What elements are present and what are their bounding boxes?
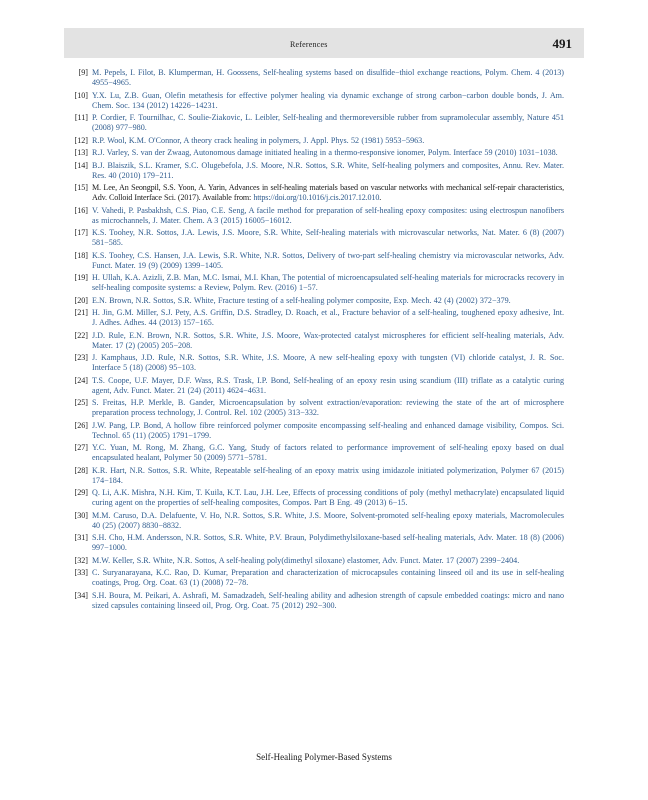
reference-number: [19] xyxy=(74,273,88,282)
reference-item xyxy=(64,376,564,396)
reference-item xyxy=(64,398,564,418)
reference-item xyxy=(64,68,564,88)
reference-number: [17] xyxy=(74,228,88,237)
reference-citation-link[interactable]: V. Vahedi, P. Pasbakhsh, C.S. Piao, C.E. Seng, A facile method for preparation of self-healing epoxy composites: using electrospun nanofibers as microchannels, J. Mater. Chem. A 3 (2015) 16005−16012. xyxy=(92,205,564,225)
reference-list xyxy=(64,68,564,613)
reference-item xyxy=(64,308,564,328)
reference-item xyxy=(64,273,564,293)
reference-number: [31] xyxy=(74,533,88,542)
reference-citation-link[interactable]: K.R. Hart, N.R. Sottos, S.R. White, Repeatable self-healing of an epoxy matrix using imidazole initiated polymerization, Polymer 67 (2015) 174−184. xyxy=(92,465,564,485)
reference-number: [11] xyxy=(74,113,88,122)
reference-item xyxy=(64,113,564,133)
reference-item xyxy=(64,206,564,226)
reference-citation-link[interactable]: J. Kamphaus, J.D. Rule, N.R. Sottos, S.R. White, J.S. Moore, A new self-healing epoxy with tungsten (VI) chloride catalyst, J. R. Soc. Interface 5 (18) (2008) 95−103. xyxy=(92,353,564,372)
reference-citation-link[interactable]: H. Ullah, K.A. Azizli, Z.B. Man, M.C. Ismai, M.I. Khan, The potential of microencapsulated self-healing materials for microcracks recovery in self-healing composite systems: a Review, Polym. Rev. (2016) 1−57. xyxy=(92,273,564,292)
reference-item xyxy=(64,148,564,158)
reference-item xyxy=(64,183,564,203)
reference-item xyxy=(64,466,564,486)
reference-number: [20] xyxy=(74,295,88,305)
reference-citation-link[interactable]: K.S. Toohey, N.R. Sottos, J.A. Lewis, J.S. Moore, S.R. White, Self-healing materials with microvascular networks, Nat. Mater. 6 (8) (2007) 581−585. xyxy=(92,228,564,247)
reference-item xyxy=(64,91,564,111)
reference-number: [29] xyxy=(74,488,88,497)
reference-number: [33] xyxy=(74,568,88,577)
reference-item xyxy=(64,443,564,463)
reference-citation-link[interactable]: H. Jin, G.M. Miller, S.J. Pety, A.S. Griffin, D.S. Stradley, D. Roach, et al., Fracture behavior of a self-healing, toughened epoxy adhesive, Int. J. Adhes. Adhes. 44 (2013) 157−165. xyxy=(92,308,564,327)
reference-citation-link[interactable]: J.W. Pang, I.P. Bond, A hollow fibre reinforced polymer composite encompassing self-healing and enhanced damage visibility, Compos. Sci. Technol. 65 (11) (2005) 1791−1799. xyxy=(92,420,564,440)
reference-number: [27] xyxy=(74,443,88,452)
reference-citation-link[interactable]: Q. Li, A.K. Mishra, N.H. Kim, T. Kuila, K.T. Lau, J.H. Lee, Effects of processing conditions of poly (methyl methacrylate) encapsulated liquid curing agent on the properties of self-healing composites, Compos. Part B Eng. 49 (2013) 6−15. xyxy=(92,488,564,507)
reference-citation-link[interactable]: T.S. Coope, U.F. Mayer, D.F. Wass, R.S. Trask, I.P. Bond, Self-healing of an epoxy resin using scandium (III) triflate as a catalytic curing agent, Adv. Funct. Mater. 21 (24) (2011) 4624−4631. xyxy=(92,375,564,395)
reference-number: [18] xyxy=(74,250,88,260)
reference-number: [26] xyxy=(74,420,88,430)
reference-item xyxy=(64,511,564,531)
reference-number: [10] xyxy=(74,90,88,100)
reference-number: [25] xyxy=(74,398,88,407)
reference-citation-link[interactable]: M.M. Caruso, D.A. Delafuente, V. Ho, N.R. Sottos, S.R. White, J.S. Moore, Solvent-promoted self-healing epoxy materials, Macromolecules 40 (25) (2007) 8830−8832. xyxy=(92,510,564,530)
reference-number: [23] xyxy=(74,353,88,362)
reference-item xyxy=(64,488,564,508)
reference-item xyxy=(64,591,564,611)
reference-citation-link[interactable]: P. Cordier, F. Tournilhac, C. Soulie-Ziakovic, L. Leibler, Self-healing and thermoreversible rubber from supramolecular assembly, Nature 451 (2008) 977−980. xyxy=(92,113,564,132)
reference-item xyxy=(64,353,564,373)
reference-citation-link[interactable]: J.D. Rule, E.N. Brown, N.R. Sottos, S.R. White, J.S. Moore, Wax-protected catalyst microspheres for efficient self-healing materials, Adv. Mater. 17 (2) (2005) 205−208. xyxy=(92,330,564,350)
reference-citation-link[interactable]: R.J. Varley, S. van der Zwaag, Autonomous damage initiated healing in a thermo-responsive ionomer, Polym. Interface 59 (2010) 1031−1038. xyxy=(92,148,558,157)
reference-citation-link[interactable]: E.N. Brown, N.R. Sottos, S.R. White, Fracture testing of a self-healing polymer composite, Exp. Mech. 42 (4) (2002) 372−379. xyxy=(92,295,511,305)
reference-item xyxy=(64,421,564,441)
reference-citation-link[interactable]: S.H. Cho, H.M. Andersson, N.R. Sottos, S.R. White, P.V. Braun, Polydimethylsiloxane-based self-healing materials, Adv. Mater. 18 (8) (2006) 997−1000. xyxy=(92,533,564,552)
reference-doi-link[interactable]: https://doi.org/10.1016/j.cis.2017.12.010 xyxy=(253,193,380,202)
reference-number: [34] xyxy=(74,590,88,600)
reference-item xyxy=(64,533,564,553)
reference-number: [24] xyxy=(74,375,88,385)
reference-citation-link[interactable]: C. Suryanarayana, K.C. Rao, D. Kumar, Preparation and characterization of microcapsules containing linseed oil and its use in self-healing coatings, Prog. Org. Coat. 63 (1) (2008) 72−78. xyxy=(92,568,564,587)
reference-citation-link[interactable]: S.H. Boura, M. Peikari, A. Ashrafi, M. Samadzadeh, Self-healing ability and adhesion strength of capsule embedded coatings: micro and nano sized capsules containing linseed oil, Prog. Org. Coat. 75 (2012) 292−300. xyxy=(92,590,564,610)
reference-item xyxy=(64,556,564,566)
reference-number: [9] xyxy=(78,68,88,77)
reference-citation-link[interactable]: M. Pepels, I. Filot, B. Klumperman, H. Goossens, Self-healing systems based on disulfide−thiol exchange reactions, Polym. Chem. 4 (2013) 4955−4965. xyxy=(92,68,564,87)
reference-item xyxy=(64,161,564,181)
reference-number: [22] xyxy=(74,330,88,340)
reference-item xyxy=(64,331,564,351)
reference-number: [12] xyxy=(74,135,88,145)
reference-number: [32] xyxy=(74,555,88,565)
reference-number: [21] xyxy=(74,308,88,317)
reference-item xyxy=(64,296,564,306)
reference-item xyxy=(64,228,564,248)
reference-number: [15] xyxy=(74,183,88,192)
page-number: 491 xyxy=(552,36,572,51)
reference-citation-link[interactable]: S. Freitas, H.P. Merkle, B. Gander, Microencapsulation by solvent extraction/evaporation: reviewing the state of the art of microsphere preparation process technology, J. Control. Rel. 102 (2005) 313−332. xyxy=(92,398,564,417)
reference-citation-link[interactable]: Y.C. Yuan, M. Rong, M. Zhang, G.C. Yang, Study of factors related to performance improvement of self-healing epoxy based on dual encapsulated healant, Polymer 50 (2009) 5771−5781. xyxy=(92,443,564,462)
reference-citation-text: M. Lee, An Seongpil, S.S. Yoon, A. Yarin, Advances in self-healing materials based on vascular networks with mechanical self-repair characteristics, Adv. Colloid Interface Sci. (2017). Available from: xyxy=(92,183,564,202)
reference-number: [28] xyxy=(74,465,88,475)
reference-item xyxy=(64,568,564,588)
reference-citation-link[interactable]: M.W. Keller, S.R. White, N.R. Sottos, A self-healing poly(dimethyl siloxane) elastomer, Adv. Funct. Mater. 17 (2007) 2399−2404. xyxy=(92,555,520,565)
running-header-section: References xyxy=(290,40,328,49)
reference-citation-link[interactable]: Y.X. Lu, Z.B. Guan, Olefin metathesis for effective polymer healing via dynamic exchange of strong carbon−carbon double bonds, J. Am. Chem. Soc. 134 (2012) 14226−14231. xyxy=(92,90,564,110)
reference-item xyxy=(64,251,564,271)
reference-citation-link[interactable]: R.P. Wool, K.M. O'Connor, A theory crack healing in polymers, J. Appl. Phys. 52 (1981) 5953−5963. xyxy=(92,135,425,145)
running-footer-book-title: Self-Healing Polymer-Based Systems xyxy=(256,752,392,762)
reference-number: [14] xyxy=(74,160,88,170)
reference-number: [16] xyxy=(74,205,88,215)
reference-citation xyxy=(92,183,564,203)
reference-citation-link[interactable]: B.J. Blaiszik, S.L. Kramer, S.C. Olugebefola, J.S. Moore, N.R. Sottos, S.R. White, Self-healing polymers and composites, Annu. Rev. Mater. Res. 40 (2010) 179−211. xyxy=(92,160,564,180)
reference-citation-link[interactable]: K.S. Toohey, C.S. Hansen, J.A. Lewis, S.R. White, N.R. Sottos, Delivery of two-part self-healing chemistry via microvascular networks, Adv. Funct. Mater. 19 (9) (2009) 1399−1405. xyxy=(92,250,564,270)
reference-item xyxy=(64,136,564,146)
reference-number: [30] xyxy=(74,510,88,520)
reference-number: [13] xyxy=(74,148,88,157)
reference-citation-tail: . xyxy=(379,193,382,202)
